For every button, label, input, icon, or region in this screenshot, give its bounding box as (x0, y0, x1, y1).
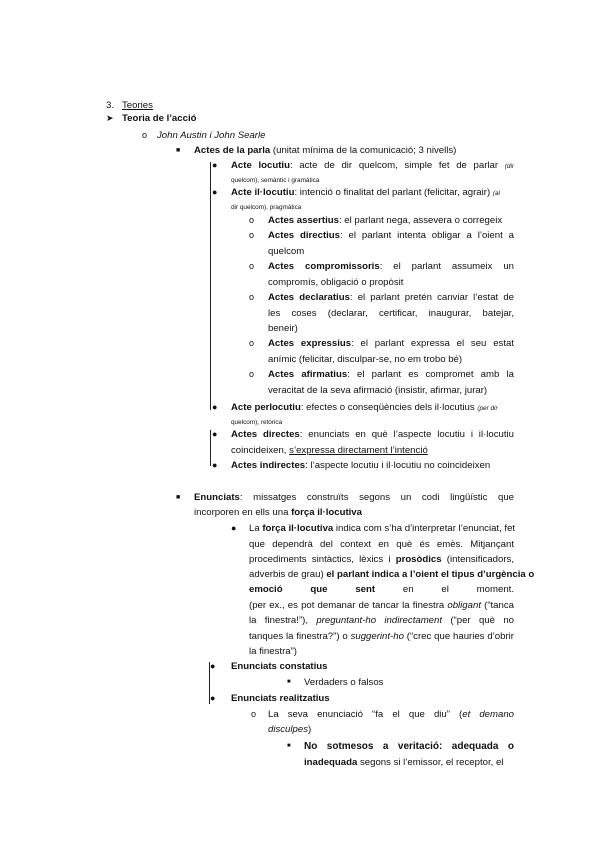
illocutiu-line2: dir quelcom), pragmàtica (231, 204, 302, 211)
forca-line7: la finestra!”), preguntant-ho indirectament (“per què no (249, 615, 515, 626)
circle-bullet-icon: o (249, 338, 255, 348)
sub-act-line: Actes assertius: el parlant nega, assevera o corregeix (268, 215, 503, 226)
directes-line2: coincideixen, s’expressa directament l’intenció (231, 445, 428, 456)
perlocutiu-line2: quelcom), retòrica (231, 419, 283, 426)
enunciacio-line2: disculpes) (268, 724, 312, 735)
circle-bullet-icon: o (249, 292, 255, 302)
sub-act-line: beneir) (268, 323, 298, 334)
square-bullet-icon: ■ (176, 147, 181, 154)
circle-bullet-icon: o (249, 230, 255, 240)
sub-act-line: Actes declaratius: el parlant pretén canviar l’estat de (268, 292, 515, 303)
square-bullet-icon: ■ (176, 494, 181, 501)
sub-act-line: Actes compromissoris: el parlant assumeix un (268, 261, 514, 272)
dot-bullet-icon: ● (210, 661, 216, 671)
sub-act-line: Actes expressius: el parlant expressa el seu estat (268, 338, 514, 349)
bracket-line (210, 430, 211, 466)
realitzatius-label: Enunciats realitzatius (231, 693, 330, 704)
forca-line2: que dependrà del context en què és emès. Mitjançant (249, 539, 514, 550)
heading-number: 3. (106, 100, 115, 111)
heading-title: Teories (122, 100, 153, 111)
nosotmesos-line2: inadequada segons si l’emissor, el receptor, el (304, 757, 504, 768)
sub-act-line: Actes afirmatius: el parlant es compromet amb la (268, 369, 514, 380)
circle-bullet-icon: o (249, 369, 255, 379)
teoria-title: Teoria de l’acció (122, 113, 197, 124)
sub-act-line: anímic (felicitar, disculpar-se, no em trobo bé) (268, 353, 463, 365)
sub-act-line: veracitat de la seva afirmació (insistir, afirmar, jurar) (268, 384, 488, 396)
actes-parla-line: Actes de la parla (unitat mínima de la comunicació; 3 nivells) (194, 145, 457, 156)
indirectes-line: Actes indirectes: l’aspecte locutiu i il·locutiu no coincideixen (231, 460, 491, 471)
sub-act-line: compromís, obligació o propòsit (268, 276, 404, 288)
enunciats-line1: Enunciats: missatges construïts segons un codi lingüístic que (194, 492, 514, 503)
dot-bullet-icon: ● (231, 523, 237, 533)
circle-bullet-icon: o (251, 709, 257, 719)
locutiu-line1: Acte locutiu: acte de dir quelcom, simple fet de parlar (dir (231, 160, 515, 171)
authors: John Austin i John Searle (157, 130, 266, 141)
forca-line5: emoció que sent en el moment. (249, 584, 514, 595)
square-bullet-icon: ■ (287, 743, 291, 749)
dot-bullet-icon: ● (212, 460, 218, 470)
forca-line1: La força il·locutiva indica com s’ha d’interpretar l’enunciat, fet (249, 523, 516, 534)
circle-bullet-icon: o (249, 261, 255, 271)
nosotmesos-line1: No sotmesos a veritació: adequada o (304, 741, 514, 752)
bracket-line (210, 162, 211, 410)
forca-line3: procediments sintàctics, lèxics i prosòdics (intensificadors, (249, 554, 514, 565)
sub-act-line: Actes directius: el parlant intenta obligar a l’oient a (268, 230, 514, 241)
square-bullet-icon: ■ (287, 679, 291, 685)
directes-line1: Actes directes: enunciats en què l’aspecte locutiu i il·locutiu (231, 429, 514, 440)
circle-bullet-icon: o (142, 130, 148, 140)
forca-line6: (per ex., es pot demanar de tancar la finestra obligant (“tanca (249, 600, 514, 611)
forca-line9: la finestra”) (249, 646, 297, 657)
perlocutiu-line1: Acte perlocutiu: efectes o conseqüències dels il·locutius (per dir (231, 402, 498, 413)
illocutiu-line1: Acte il·locutiu: intenció o finalitat del parlant (felicitar, agrair) (al (231, 187, 500, 198)
enunciats-line2: incorporen en ells una força il·locutiva (194, 507, 362, 518)
forca-line8: tanques la finestra?”) o suggerint-ho (“crec que hauries d’obrir (249, 631, 515, 642)
enunciacio-line1: La seva enunciació “fa el que diu” (et demano (268, 709, 515, 720)
forca-line4: adverbis de grau) el parlant indica a l’oient el tipus d’urgència o (249, 569, 535, 580)
dot-bullet-icon: ● (210, 693, 216, 703)
dot-bullet-icon: ● (212, 429, 218, 439)
dot-bullet-icon: ● (212, 402, 218, 412)
arrow-bullet-icon: ➤ (106, 113, 114, 123)
dot-bullet-icon: ● (212, 160, 218, 170)
sub-act-line: quelcom (268, 245, 305, 257)
circle-bullet-icon: o (249, 215, 255, 225)
locutiu-line2: quelcom), semàntic i gramàtica (231, 177, 320, 184)
dot-bullet-icon: ● (212, 187, 218, 197)
constatius-sub: Verdaders o falsos (304, 677, 384, 688)
constatius-label: Enunciats constatius (231, 661, 328, 672)
sub-act-line: les coses (declarar, certificar, inaugurar, batejar, (268, 307, 514, 319)
